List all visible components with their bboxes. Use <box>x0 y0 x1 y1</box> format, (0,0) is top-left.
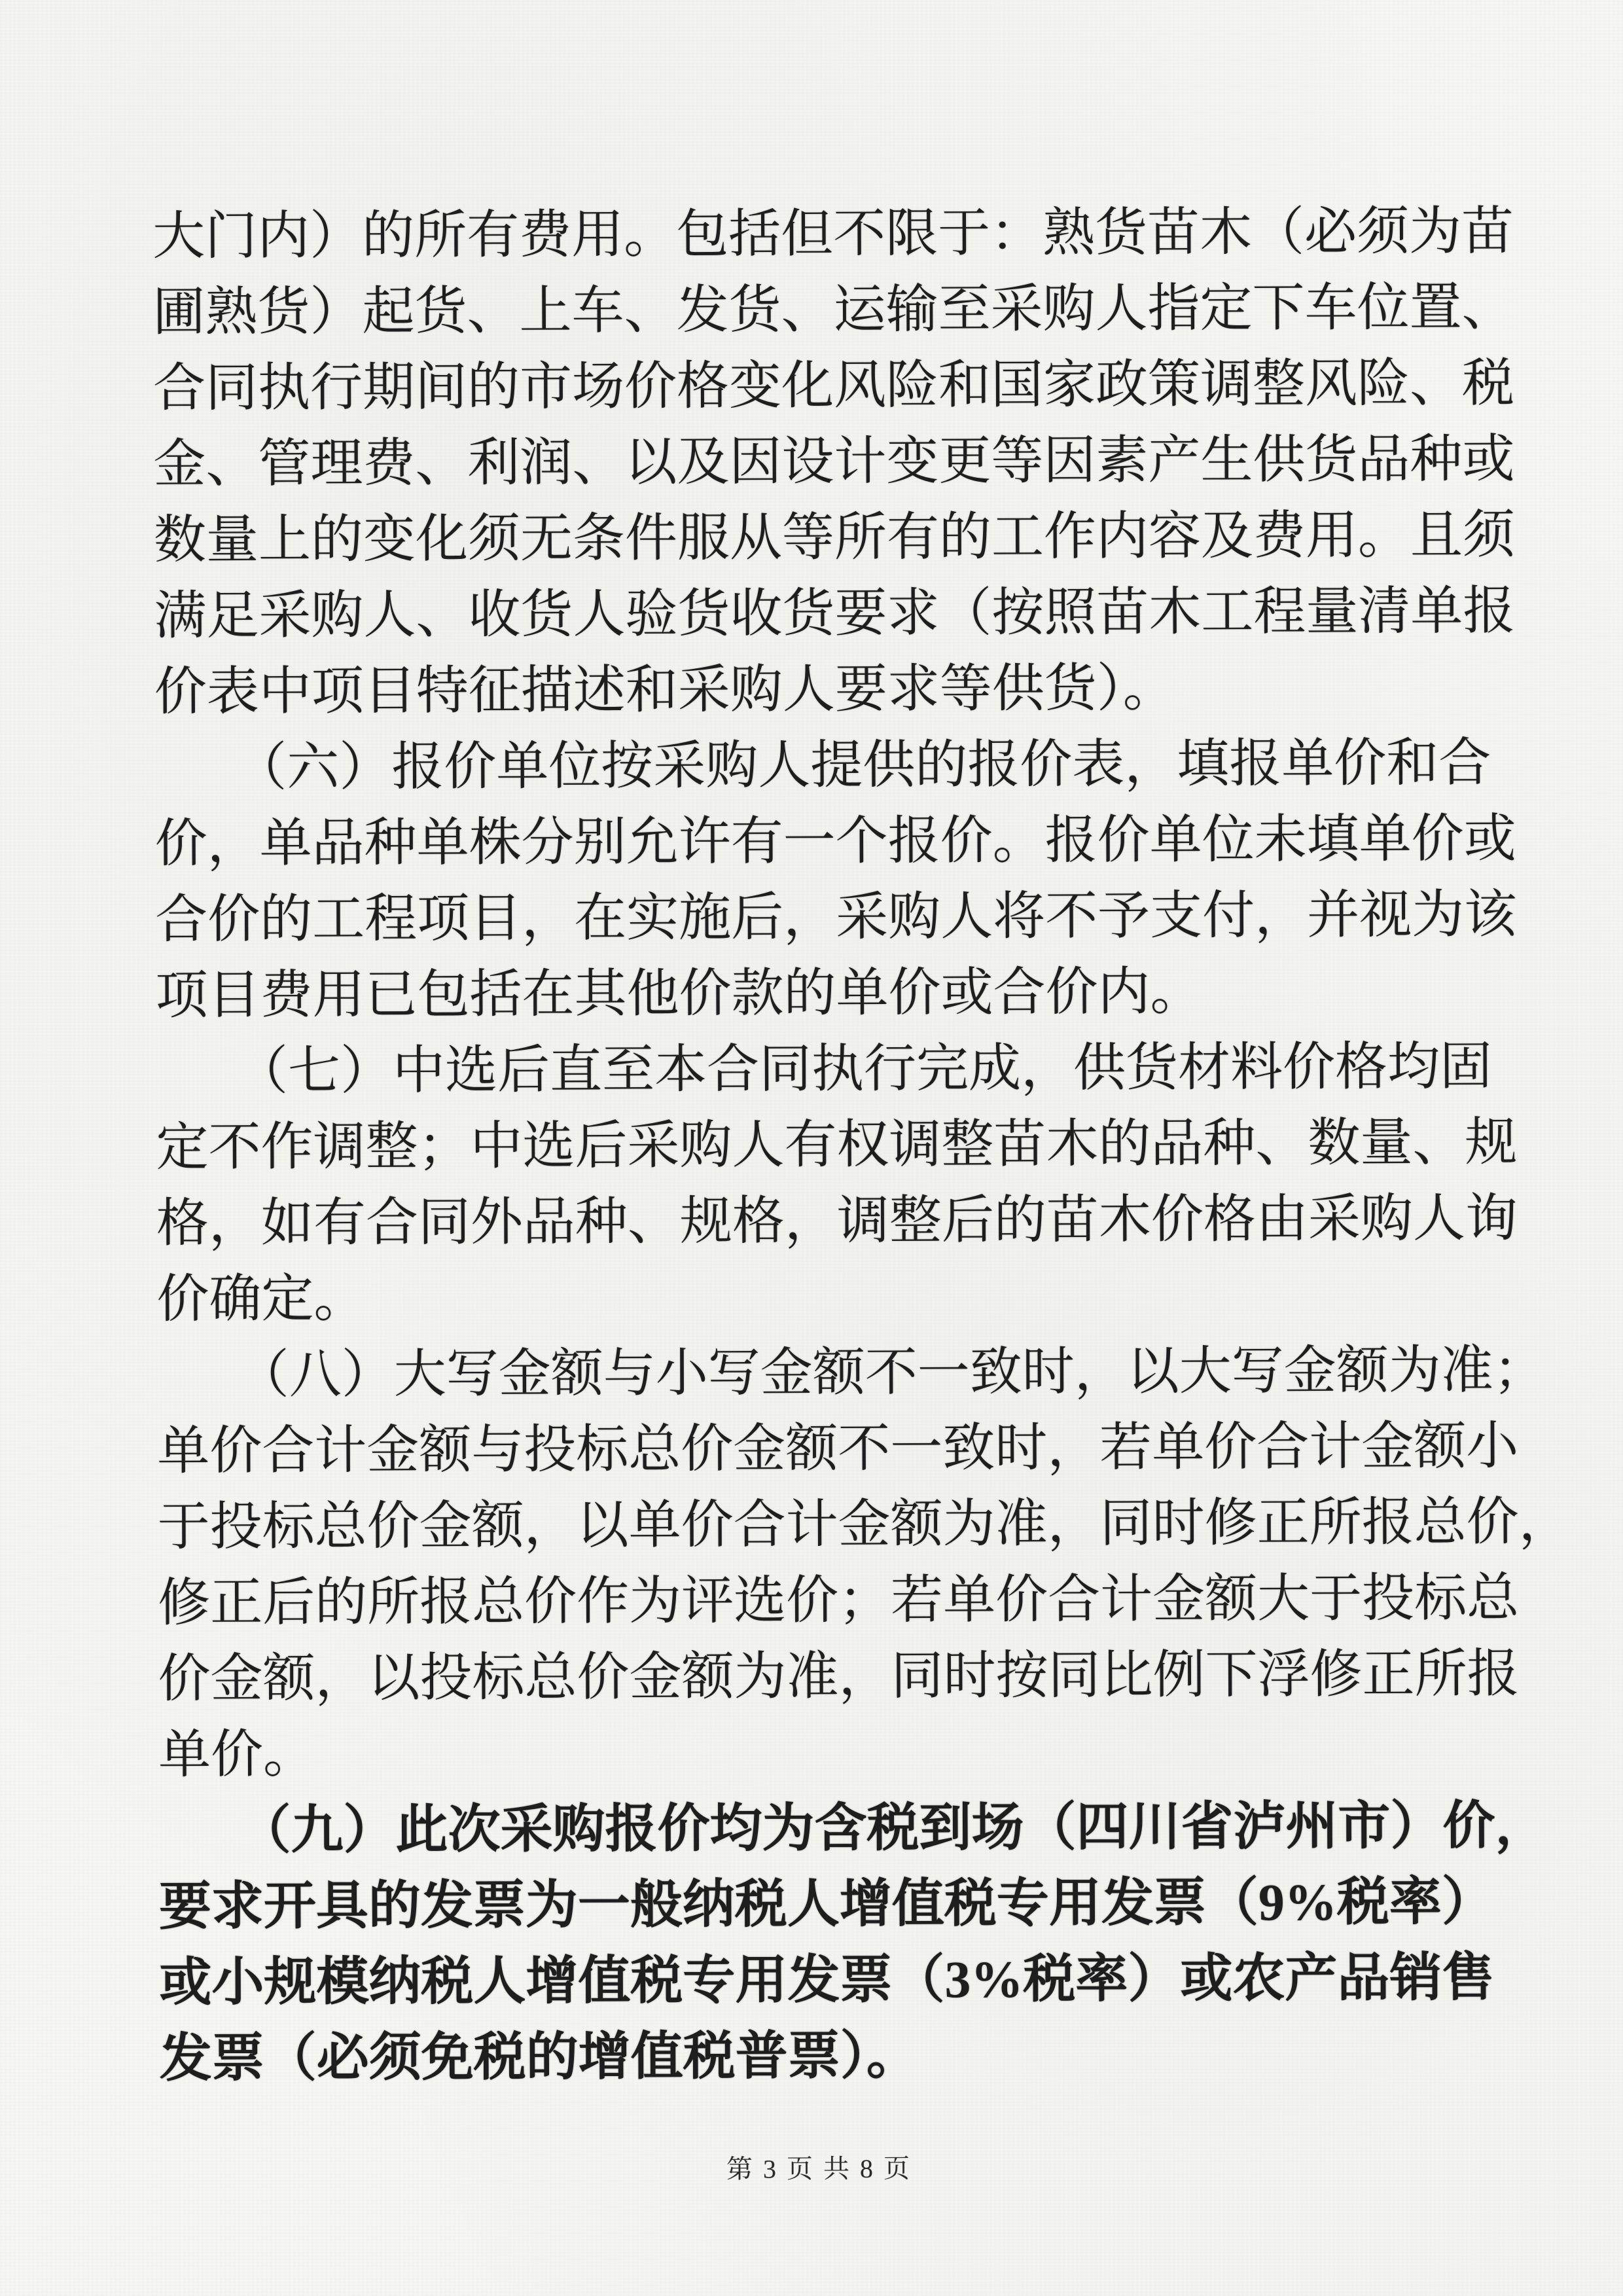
paragraph-item-nine: （九）此次采购报价均为含税到场（四川省泸州市）价， 要求开具的发票为一般纳税人增值税专用发票（9%税率） 或小规模纳税人增值税专用发票（3%税率）或农产品销售 发票（必须免税的增值税普票）。 <box>158 1797 1548 2088</box>
paragraph-item-seven: （七）中选后直至本合同执行完成，供货材料价格均固 定不作调整；中选后采购人有权调整苗木的品种、数量、规 格，如有合同外品种、规格，调整后的苗木价格由采购人询 价确定。 <box>156 1038 1518 1329</box>
paragraph-item-six: （六）报价单位按采购人提供的报价表，填报单价和合 价，单品种单株分别允许有一个报价。报价单位未填单价或 合价的工程项目，在实施后，采购人将不予支付，并视为该 项目费用已包括在其他价款的单价或合价内。 <box>154 734 1517 1025</box>
document-body <box>152 194 1586 2097</box>
paragraph-item-eight: （八）大写金额与小写金额不一致时，以大写金额为准； 单价合计金额与投标总价金额不一致时，若单价合计金额小 于投标总价金额，以单价合计金额为准，同时修正所报总价， 修正后的所报总价作为评选价；若单价合计金额大于投标总 价金额，以投标总价金额为准，同时按同比例下浮修正所报 单价。 <box>157 1341 1571 1784</box>
paragraph-continuation: 大门内）的所有费用。包括但不限于：熟货苗木（必须为苗 圃熟货）起货、上车、发货、运输至采购人指定下车位置、 合同执行期间的市场价格变化风险和国家政策调整风险、税 金、管理费、利润、以及因设计变更等因素产生供货品种或 数量上的变化须无条件服从等所有的工作内容及费用。且须 满足采购人、收货人验货收货要求（按照苗木工程量清单报 价表中项目特征描述和采购人要求等供货）。 <box>152 203 1516 721</box>
page-number-footer: 第 3 页 共 8 页 <box>726 2153 912 2184</box>
